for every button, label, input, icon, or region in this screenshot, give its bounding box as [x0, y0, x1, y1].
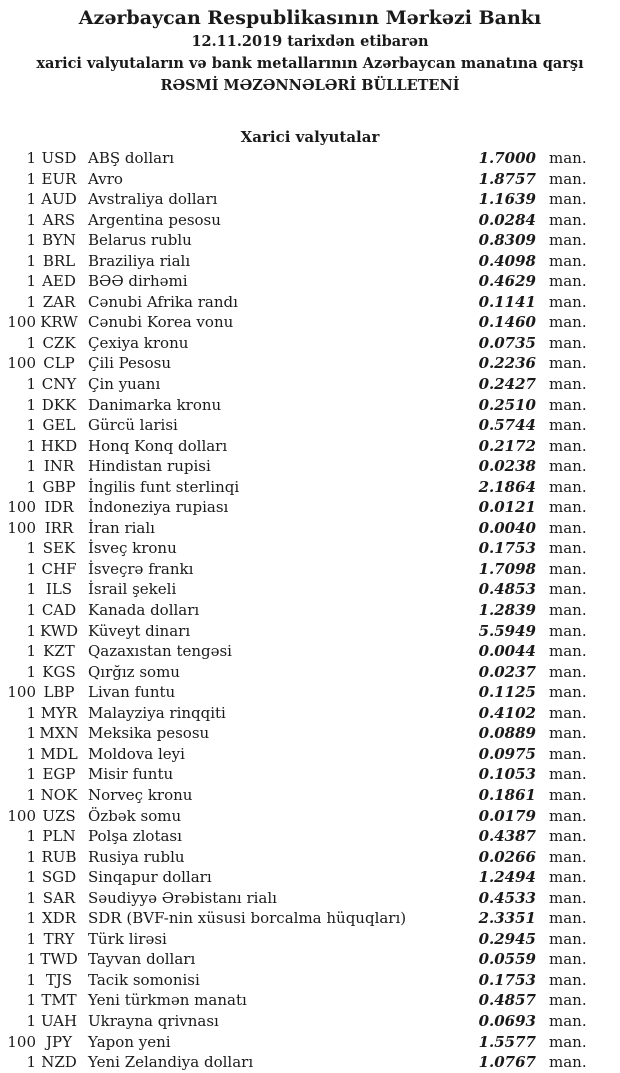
- currency-rate: 0.0889: [478, 724, 536, 743]
- currency-quantity: 1: [26, 724, 36, 743]
- currency-row: [0, 703, 620, 724]
- currency-row: [0, 415, 620, 436]
- currency-name: Danimarka kronu: [88, 395, 222, 414]
- currency-quantity: 1: [26, 333, 36, 352]
- currency-unit: man.: [549, 950, 587, 969]
- currency-code: GEL: [42, 416, 76, 435]
- currency-code: LBP: [43, 683, 75, 702]
- currency-rate: 0.1753: [478, 539, 536, 558]
- currency-quantity: 1: [26, 601, 36, 620]
- currency-name: Tacik somonisi: [88, 970, 200, 989]
- currency-code: USD: [41, 149, 77, 167]
- currency-quantity: 1: [26, 559, 36, 578]
- currency-quantity: 1: [26, 539, 36, 558]
- currency-row: [0, 621, 620, 642]
- currency-rate: 0.4853: [478, 580, 536, 599]
- currency-code: UAH: [40, 1011, 78, 1030]
- currency-rate: 0.4629: [478, 272, 536, 291]
- currency-name: Yeni Zelandiya dolları: [88, 1053, 254, 1072]
- currency-quantity: 1: [26, 929, 36, 948]
- currency-code: AED: [42, 272, 76, 291]
- currency-unit: man.: [549, 251, 587, 270]
- currency-name: Qırğız somu: [88, 662, 180, 681]
- currency-name: Malayziya rinqqiti: [88, 703, 226, 722]
- currency-name: Rusiya rublu: [88, 847, 185, 866]
- currency-quantity: 1: [26, 395, 36, 414]
- currency-quantity: 1: [26, 662, 36, 681]
- currency-rate: 0.0040: [478, 518, 536, 537]
- currency-quantity: 100: [7, 354, 36, 373]
- currency-name: Hindistan rupisi: [88, 457, 211, 476]
- currency-rate: 0.1753: [478, 970, 536, 989]
- currency-rate: 1.0767: [478, 1053, 536, 1072]
- currency-row: [0, 353, 620, 374]
- currency-rate: 1.1639: [478, 190, 536, 209]
- currency-unit: man.: [549, 847, 587, 866]
- currency-unit: man.: [549, 929, 587, 948]
- currency-unit: man.: [549, 395, 587, 414]
- currency-rate: 1.2839: [478, 601, 536, 620]
- currency-quantity: 1: [26, 272, 36, 291]
- currency-rate: 0.1141: [478, 292, 536, 311]
- currency-code: CZK: [42, 333, 76, 352]
- currency-code: NZD: [41, 1053, 77, 1072]
- currency-code: XDR: [42, 909, 76, 928]
- currency-rate: 0.5744: [478, 416, 536, 435]
- currency-unit: man.: [549, 683, 587, 702]
- bank-title: Azərbaycan Respublikasının Mərkəzi Bankı: [78, 7, 542, 29]
- currency-unit: man.: [549, 210, 587, 229]
- currency-code: JPY: [45, 1032, 72, 1051]
- currency-row: [0, 292, 620, 313]
- currency-quantity: 100: [7, 498, 36, 517]
- currency-quantity: 1: [26, 580, 36, 599]
- currency-row: [0, 970, 620, 991]
- currency-rate: 0.2427: [478, 375, 536, 394]
- currency-row: [0, 230, 620, 251]
- currency-unit: man.: [549, 662, 587, 681]
- currency-rate: 0.1053: [478, 765, 536, 784]
- currency-quantity: 1: [26, 847, 36, 866]
- currency-quantity: 1: [26, 416, 36, 435]
- currency-quantity: 1: [26, 231, 36, 250]
- currency-quantity: 1: [26, 457, 36, 476]
- currency-name: Polşa zlotası: [88, 827, 182, 846]
- currency-row: [0, 312, 620, 333]
- currency-row: [0, 662, 620, 683]
- currency-rate: 0.0179: [478, 806, 536, 825]
- currency-row: [0, 888, 620, 909]
- currency-unit: man.: [549, 272, 587, 291]
- currency-name: İsveçrə frankı: [88, 559, 194, 578]
- currency-quantity: 1: [26, 765, 36, 784]
- currency-code: SEK: [42, 539, 76, 558]
- currency-quantity: 1: [26, 888, 36, 907]
- currency-unit: man.: [549, 642, 587, 661]
- currency-code: EUR: [41, 169, 77, 188]
- currency-code: ILS: [45, 580, 73, 599]
- currency-name: ABŞ dolları: [88, 149, 175, 167]
- currency-rates-table: [0, 148, 620, 1073]
- currency-code: CNY: [41, 375, 77, 394]
- currency-row: [0, 395, 620, 416]
- currency-row: [0, 908, 620, 929]
- currency-rate: 0.4533: [478, 888, 536, 907]
- currency-quantity: 1: [26, 785, 36, 804]
- currency-quantity: 1: [26, 621, 36, 640]
- currency-unit: man.: [549, 498, 587, 517]
- currency-code: BRL: [42, 251, 76, 270]
- currency-code: RUB: [41, 847, 77, 866]
- currency-quantity: 1: [26, 210, 36, 229]
- currency-code: ARS: [42, 210, 76, 229]
- currency-row: [0, 538, 620, 559]
- currency-name: Misir funtu: [88, 765, 174, 784]
- currency-rate: 0.8309: [478, 231, 536, 250]
- currency-unit: man.: [549, 970, 587, 989]
- currency-row: [0, 764, 620, 785]
- currency-quantity: 1: [26, 149, 36, 167]
- currency-row: [0, 785, 620, 806]
- currency-rate: 0.4098: [478, 251, 536, 270]
- currency-code: KWD: [39, 621, 79, 640]
- currency-code: KRW: [40, 313, 78, 332]
- currency-quantity: 1: [26, 169, 36, 188]
- currency-quantity: 1: [26, 477, 36, 496]
- currency-row: [0, 559, 620, 580]
- currency-row: [0, 723, 620, 744]
- currency-unit: man.: [549, 888, 587, 907]
- currency-rate: 0.0284: [478, 210, 536, 229]
- currency-row: [0, 641, 620, 662]
- currency-row: [0, 436, 620, 457]
- currency-quantity: 100: [7, 806, 36, 825]
- currency-code: CLP: [43, 354, 75, 373]
- currency-unit: man.: [549, 1011, 587, 1030]
- currency-code: ZAR: [42, 292, 76, 311]
- currency-code: TMT: [41, 991, 77, 1010]
- currency-unit: man.: [549, 539, 587, 558]
- currency-rate: 0.2236: [478, 354, 536, 373]
- currency-quantity: 1: [26, 970, 36, 989]
- currency-unit: man.: [549, 621, 587, 640]
- currency-name: Çin yuanı: [88, 375, 161, 394]
- currency-name: Avro: [88, 169, 123, 188]
- currency-unit: man.: [549, 436, 587, 455]
- currency-row: [0, 1011, 620, 1032]
- currency-quantity: 1: [26, 950, 36, 969]
- currency-rate: 0.0044: [478, 642, 536, 661]
- currency-rate: 2.1864: [478, 477, 536, 496]
- currency-rate: 1.5577: [478, 1032, 536, 1051]
- currency-row: [0, 169, 620, 190]
- currency-row: [0, 826, 620, 847]
- currency-quantity: 100: [7, 683, 36, 702]
- bulletin-title-line: RƏSMİ MƏZƏNNƏLƏRİ BÜLLETENİ: [160, 77, 460, 94]
- currency-code: NOK: [40, 785, 78, 804]
- currency-code: INR: [43, 457, 75, 476]
- currency-unit: man.: [549, 991, 587, 1010]
- currency-quantity: 100: [7, 313, 36, 332]
- currency-row: [0, 806, 620, 827]
- currency-unit: man.: [549, 1032, 587, 1051]
- currency-name: Gürcü larisi: [88, 416, 178, 435]
- currency-quantity: 1: [26, 375, 36, 394]
- currency-rate: 0.0238: [478, 457, 536, 476]
- currency-rate: 1.7098: [478, 559, 536, 578]
- currency-name: SDR (BVF-nin xüsusi borcalma hüquqları): [88, 909, 407, 928]
- currency-rate: 5.5949: [478, 621, 536, 640]
- currency-quantity: 1: [26, 703, 36, 722]
- currency-name: Çexiya kronu: [88, 333, 189, 352]
- currency-name: Yeni türkmən manatı: [88, 991, 247, 1010]
- currency-name: Cənubi Afrika randı: [88, 292, 238, 311]
- currency-name: Kanada dolları: [88, 601, 200, 620]
- currency-rate: 0.1125: [478, 683, 536, 702]
- currency-row: [0, 949, 620, 970]
- currency-row: [0, 518, 620, 539]
- currency-unit: man.: [549, 416, 587, 435]
- currency-quantity: 1: [26, 436, 36, 455]
- currency-row: [0, 579, 620, 600]
- currency-unit: man.: [549, 354, 587, 373]
- currency-unit: man.: [549, 149, 587, 167]
- currency-code: SAR: [42, 888, 76, 907]
- currency-code: MXN: [39, 724, 79, 743]
- currency-name: Türk lirəsi: [88, 929, 167, 948]
- currency-row: [0, 497, 620, 518]
- currency-unit: man.: [549, 806, 587, 825]
- currency-quantity: 1: [26, 827, 36, 846]
- currency-code: BYN: [42, 231, 76, 250]
- currency-unit: man.: [549, 559, 587, 578]
- currency-code: AUD: [41, 190, 77, 209]
- currency-row: [0, 456, 620, 477]
- currency-name: Sinqapur dolları: [88, 868, 212, 887]
- currency-unit: man.: [549, 785, 587, 804]
- currency-row: [0, 251, 620, 272]
- currency-row: [0, 1052, 620, 1073]
- currency-name: Honq Konq dolları: [88, 436, 228, 455]
- currency-code: GBP: [42, 477, 76, 496]
- currency-code: KGS: [42, 662, 76, 681]
- currency-code: TJS: [45, 970, 73, 989]
- currency-row: [0, 1032, 620, 1053]
- currency-code: HKD: [40, 436, 78, 455]
- currency-quantity: 100: [7, 518, 36, 537]
- currency-row: [0, 682, 620, 703]
- currency-unit: man.: [549, 477, 587, 496]
- currency-rate: 0.0693: [478, 1011, 536, 1030]
- currency-unit: man.: [549, 601, 587, 620]
- currency-name: Livan funtu: [88, 683, 176, 702]
- currency-code: MDL: [40, 744, 78, 763]
- currency-name: İsrail şekeli: [88, 580, 177, 599]
- currency-rate: 0.2172: [478, 436, 536, 455]
- currency-name: Özbək somu: [88, 806, 182, 825]
- currency-name: İndoneziya rupiası: [88, 498, 229, 517]
- currency-code: PLN: [42, 827, 76, 846]
- currency-rate: 0.0121: [478, 498, 536, 517]
- currency-code: TRY: [43, 929, 75, 948]
- currency-name: BƏƏ dirhəmi: [88, 272, 188, 291]
- currency-quantity: 1: [26, 744, 36, 763]
- currency-row: [0, 374, 620, 395]
- currency-code: UZS: [42, 806, 76, 825]
- currency-name: Qazaxıstan tengəsi: [88, 642, 232, 661]
- currency-rate: 1.7000: [478, 149, 536, 167]
- currency-unit: man.: [549, 765, 587, 784]
- currency-rate: 0.4387: [478, 827, 536, 846]
- currency-name: Braziliya rialı: [88, 251, 191, 270]
- currency-name: Səudiyyə Ərəbistanı rialı: [88, 888, 277, 907]
- currency-quantity: 1: [26, 292, 36, 311]
- currency-name: Belarus rublu: [88, 231, 192, 250]
- currency-name: Argentina pesosu: [88, 210, 221, 229]
- currency-name: İngilis funt sterlinqi: [88, 477, 240, 496]
- currency-quantity: 1: [26, 1011, 36, 1030]
- currency-unit: man.: [549, 703, 587, 722]
- currency-rate: 0.1460: [478, 313, 536, 332]
- currency-rate: 0.0237: [478, 662, 536, 681]
- currency-unit: man.: [549, 909, 587, 928]
- currency-name: Cənubi Korea vonu: [88, 313, 234, 332]
- currency-row: [0, 990, 620, 1011]
- currency-rate: 1.8757: [478, 169, 536, 188]
- currency-quantity: 1: [26, 868, 36, 887]
- currency-name: Yapon yeni: [88, 1032, 171, 1051]
- currency-name: Çili Pesosu: [88, 354, 172, 373]
- currency-name: Norveç kronu: [88, 785, 193, 804]
- currency-unit: man.: [549, 827, 587, 846]
- currency-row: [0, 477, 620, 498]
- currency-row: [0, 867, 620, 888]
- currency-rate: 2.3351: [478, 909, 536, 928]
- currency-row: [0, 929, 620, 950]
- currency-unit: man.: [549, 375, 587, 394]
- currency-name: Tayvan dolları: [88, 950, 196, 969]
- currency-quantity: 1: [26, 991, 36, 1010]
- currency-unit: man.: [549, 190, 587, 209]
- currency-name: İran rialı: [88, 518, 155, 537]
- currency-row: [0, 847, 620, 868]
- bulletin-header: [0, 0, 620, 97]
- currency-rate: 1.2494: [478, 868, 536, 887]
- currency-quantity: 1: [26, 251, 36, 270]
- currency-unit: man.: [549, 231, 587, 250]
- currency-row: [0, 271, 620, 292]
- currency-unit: man.: [549, 333, 587, 352]
- currency-code: IRR: [44, 518, 74, 537]
- currency-quantity: 100: [7, 1032, 36, 1051]
- currency-code: MYR: [40, 703, 78, 722]
- currency-quantity: 1: [26, 1053, 36, 1072]
- currency-code: EGP: [42, 765, 76, 784]
- currency-name: Meksika pesosu: [88, 724, 210, 743]
- currency-rate: 0.1861: [478, 785, 536, 804]
- currency-name: İsveç kronu: [88, 539, 177, 558]
- currency-quantity: 1: [26, 909, 36, 928]
- currency-code: SGD: [41, 868, 77, 887]
- currency-name: Küveyt dinarı: [88, 621, 191, 640]
- currency-row: [0, 189, 620, 210]
- currency-code: CAD: [41, 601, 77, 620]
- currency-row: [0, 148, 620, 169]
- currency-code: DKK: [41, 395, 77, 414]
- currency-unit: man.: [549, 724, 587, 743]
- currency-rate: 0.4102: [478, 703, 536, 722]
- currency-row: [0, 210, 620, 231]
- currency-rate: 0.0975: [478, 744, 536, 763]
- currency-code: TWD: [40, 950, 78, 969]
- currency-unit: man.: [549, 313, 587, 332]
- currency-row: [0, 333, 620, 354]
- currency-rate: 0.0266: [478, 847, 536, 866]
- currency-row: [0, 600, 620, 621]
- currency-rate: 0.0735: [478, 333, 536, 352]
- currency-unit: man.: [549, 1053, 587, 1072]
- currency-name: Moldova leyi: [88, 744, 185, 763]
- currency-unit: man.: [549, 744, 587, 763]
- currency-rate: 0.2945: [478, 929, 536, 948]
- currency-rate: 0.4857: [478, 991, 536, 1010]
- currency-rate: 0.0559: [478, 950, 536, 969]
- section-title-foreign-currencies: Xarici valyutalar: [240, 128, 380, 146]
- currency-code: KZT: [43, 642, 75, 661]
- currency-unit: man.: [549, 457, 587, 476]
- currency-rate: 0.2510: [478, 395, 536, 414]
- currency-code: CHF: [41, 559, 77, 578]
- currency-unit: man.: [549, 580, 587, 599]
- currency-code: IDR: [44, 498, 74, 517]
- currency-unit: man.: [549, 169, 587, 188]
- currency-quantity: 1: [26, 642, 36, 661]
- currency-unit: man.: [549, 868, 587, 887]
- currency-name: Ukrayna qrivnası: [88, 1011, 219, 1030]
- currency-row: [0, 744, 620, 765]
- currency-name: Avstraliya dolları: [88, 190, 218, 209]
- subject-line: xarici valyutaların və bank metallarının Azərbaycan manatına qarşı: [36, 55, 584, 72]
- currency-quantity: 1: [26, 190, 36, 209]
- effective-date-line: 12.11.2019 tarixdən etibarən: [191, 33, 429, 50]
- currency-unit: man.: [549, 292, 587, 311]
- currency-unit: man.: [549, 518, 587, 537]
